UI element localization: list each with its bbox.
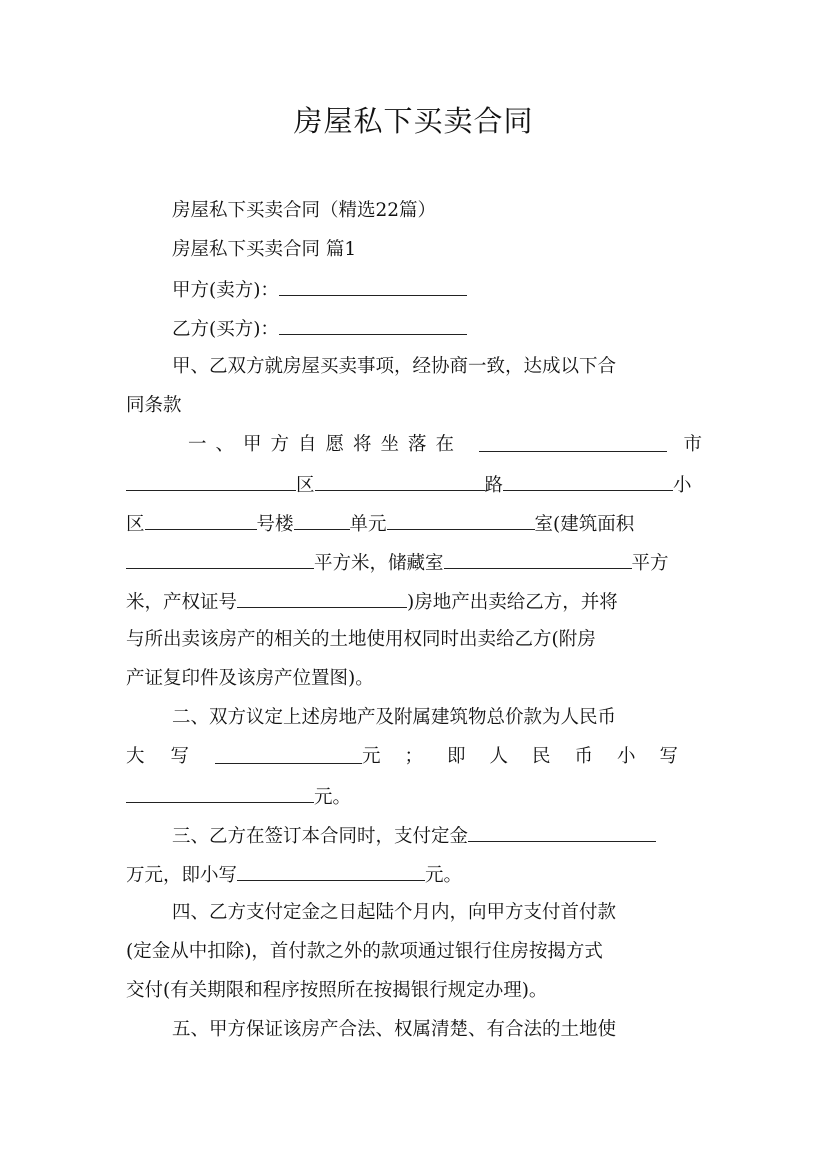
text: 五、甲方保证该房产合法、权属清楚、有合法的土地使 <box>172 1019 617 1040</box>
paragraph-line <box>126 704 702 732</box>
text: 二、双方议定上述房地产及附属建筑物总价款为人民币 <box>172 707 617 728</box>
room-blank <box>387 509 535 530</box>
text: 号楼 <box>256 514 294 535</box>
text: 与所出卖该房产的相关的土地使用权同时出卖给乙方(附房 <box>126 629 596 650</box>
district-blank <box>126 470 296 491</box>
storage-blank <box>444 548 632 569</box>
text: 平方 <box>631 553 669 574</box>
clause-2-line-2 <box>126 743 702 771</box>
text: 产证复印件及该房产位置图)。 <box>126 668 374 689</box>
text: 大写 <box>126 746 216 767</box>
clause-1-line-4 <box>126 548 702 576</box>
price-figures-blank <box>126 782 314 803</box>
clause-1-line-3 <box>126 509 702 537</box>
text: 元；即人民币小写 <box>361 746 702 767</box>
clause-1-line-1 <box>188 431 702 459</box>
text: 元。 <box>314 787 352 808</box>
text: 路 <box>484 475 504 496</box>
paragraph-line <box>126 899 702 927</box>
price-words-blank <box>215 743 362 764</box>
text: 区 <box>126 514 145 535</box>
clause-2-line-3 <box>126 782 702 810</box>
text: 四、乙方支付定金之日起陆个月内，向甲方支付首付款 <box>172 902 617 923</box>
party-a-line <box>126 275 702 303</box>
paragraph-line <box>126 977 702 1005</box>
text: 三、乙方在签订本合同时，支付定金 <box>172 826 469 847</box>
text: 交付(有关期限和程序按照所在按揭银行规定办理)。 <box>126 980 548 1001</box>
text: 房屋私下买卖合同 篇1 <box>172 239 357 260</box>
text: 甲、乙双方就房屋买卖事项，经协商一致，达成以下合 <box>172 356 617 377</box>
certificate-blank <box>237 587 407 608</box>
paragraph-line <box>126 665 702 693</box>
text: (定金从中扣除)，首付款之外的款项通过银行住房按揭方式 <box>126 941 603 962</box>
deposit-figures-blank <box>237 860 425 881</box>
deposit-blank <box>468 821 656 842</box>
text: 市 <box>683 434 702 455</box>
party-a-blank <box>279 275 467 296</box>
text: 万元，即小写 <box>126 865 238 886</box>
subtitle-line <box>126 197 702 225</box>
text: 同条款 <box>126 395 182 416</box>
document-title: 房屋私下买卖合同 <box>293 104 534 138</box>
text: 单元 <box>349 514 387 535</box>
text: 米，产权证号 <box>126 592 238 613</box>
party-b-line <box>126 314 702 342</box>
text: 元。 <box>425 865 463 886</box>
unit-blank <box>294 509 350 530</box>
city-blank <box>479 431 667 452</box>
text: 小 <box>673 475 692 496</box>
paragraph-line <box>126 353 702 381</box>
clause-3-line-1 <box>126 821 702 849</box>
road-blank <box>315 470 485 491</box>
text: 区 <box>296 475 315 496</box>
paragraph-line <box>126 938 702 966</box>
paragraph-line <box>126 1016 702 1044</box>
area-blank <box>126 548 314 569</box>
text: )房地产出卖给乙方，并将 <box>407 592 618 613</box>
building-blank <box>145 509 257 530</box>
text: 一、甲方自愿将坐落在 <box>188 434 464 455</box>
paragraph-line <box>126 392 702 420</box>
clause-1-line-2 <box>126 470 702 498</box>
clause-1-line-5 <box>126 587 702 615</box>
text: 房屋私下买卖合同（精选22篇） <box>172 200 437 221</box>
paragraph-line <box>126 626 702 654</box>
party-b-blank <box>279 314 467 335</box>
text: 室(建筑面积 <box>534 514 635 535</box>
section-heading <box>126 236 702 264</box>
party-b-label: 乙方(买方)： <box>172 319 279 340</box>
clause-3-line-2 <box>126 860 702 888</box>
text: 平方米，储藏室 <box>314 553 444 574</box>
community-blank <box>503 470 673 491</box>
party-a-label: 甲方(卖方)： <box>172 280 279 301</box>
